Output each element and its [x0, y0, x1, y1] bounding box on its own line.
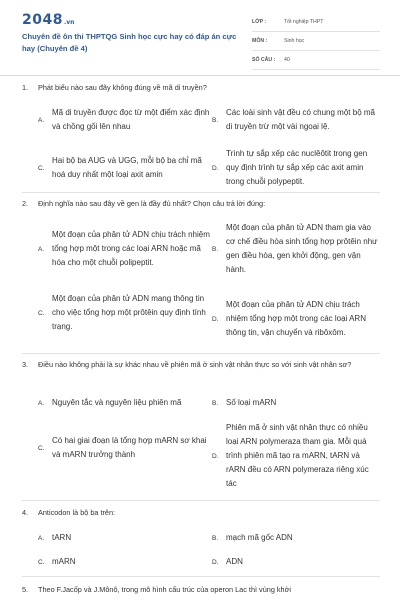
meta-label: SỐ CÂU : — [252, 57, 276, 63]
option-letter: D. — [212, 315, 219, 323]
option-letter: D. — [212, 452, 219, 460]
option-text: Trình tự sắp xếp các nuclêôtit trong gen quy định trình tự sắp xếp các axit amin trong chuỗi polypeptit. — [226, 149, 368, 186]
option-a[interactable] — [38, 529, 210, 547]
option-b[interactable] — [212, 529, 380, 547]
question-1 — [22, 82, 380, 94]
option-text: Mã di truyền được đọc từ một điểm xác định và chồng gối lên nhau — [52, 108, 210, 131]
option-text: Một đoạn của phân tử ADN chịu trách nhiệm tổng hợp một trong các loại ARN hoặc mã hóa cho một chuỗi polipeptit. — [52, 230, 210, 267]
option-letter: A. — [38, 116, 45, 124]
question-3 — [22, 359, 380, 371]
option-d[interactable] — [212, 142, 380, 194]
option-letter: C. — [38, 444, 45, 452]
question-separator — [22, 353, 380, 354]
option-letter: C. — [38, 164, 45, 172]
option-b[interactable] — [212, 101, 380, 139]
question-number: 3. — [22, 360, 29, 369]
question-number: 1. — [22, 83, 29, 92]
option-text: Các loài sinh vật đều có chung một bộ mã di truyền trừ một vài ngoại lệ. — [226, 108, 375, 131]
option-letter: D. — [212, 164, 219, 172]
logo-number: 2048 — [22, 12, 63, 28]
option-text: ADN — [226, 557, 243, 566]
option-text: tARN — [52, 533, 72, 542]
meta-label: LỚP : — [252, 19, 267, 25]
option-letter: A. — [38, 245, 45, 253]
option-text: Hai bộ ba AUG và UGG, mỗi bộ ba chỉ mã hoá duy nhất một loại axit amin — [52, 156, 202, 179]
option-c[interactable] — [38, 286, 210, 340]
option-letter: B. — [212, 116, 219, 124]
meta-row-subject — [252, 32, 380, 51]
option-text: Một đoạn của phân tử ADN chịu trách nhiệm tổng hợp một trong các loại ARN thông tin, vận chuyển và ribôxôm. — [226, 300, 366, 337]
question-number: 2. — [22, 199, 29, 208]
option-letter: A. — [38, 399, 45, 407]
meta-value: 40 — [284, 57, 290, 63]
meta-row-count — [252, 51, 380, 70]
option-a[interactable] — [38, 101, 210, 139]
option-letter: C. — [38, 309, 45, 317]
question-5 — [22, 584, 380, 596]
option-text: mạch mã gốc ADN — [226, 533, 293, 542]
option-d[interactable] — [212, 553, 380, 571]
option-text: Số loại mARN — [226, 398, 277, 407]
logo-suffix: .vn — [63, 19, 75, 26]
meta-value: Sinh học — [284, 38, 305, 44]
option-d[interactable] — [212, 286, 380, 352]
option-text: Một đoạn của phân tử ADN tham gia vào cơ chế điều hòa sinh tổng hợp prôtêin như gen điều hòa, gen khởi động, gen vận hành. — [226, 223, 378, 274]
document-header — [0, 0, 400, 72]
question-separator — [22, 192, 380, 193]
question-separator — [22, 576, 380, 577]
option-letter: B. — [212, 245, 219, 253]
question-separator — [22, 500, 380, 501]
option-text: mARN — [52, 557, 76, 566]
option-letter: D. — [212, 558, 219, 566]
question-text — [22, 359, 380, 371]
option-c[interactable] — [38, 428, 210, 468]
document-meta — [252, 13, 380, 70]
option-c[interactable] — [38, 553, 210, 571]
option-b[interactable] — [212, 216, 380, 282]
question-stem: Điều nào không phải là sự khác nhau về phiên mã ở sinh vật nhân thực so với sinh vật nhân sơ? — [38, 360, 352, 369]
option-text: Một đoạn của phân tử ADN mang thông tin cho việc tổng hợp một prôtêin quy định tính trạng. — [52, 294, 206, 331]
meta-value: Tốt nghiệp THPT — [284, 19, 324, 25]
question-4 — [22, 507, 380, 519]
option-c[interactable] — [38, 142, 210, 194]
option-letter: A. — [38, 534, 45, 542]
document-title: Chuyên đề ôn thi THPTQG Sinh học cực hay có đáp án cực hay (Chuyên đề 4) — [22, 32, 237, 53]
question-stem: Định nghĩa nào sau đây về gen là đầy đủ nhất? Chọn câu trả lời đúng: — [38, 199, 266, 208]
question-list — [0, 76, 400, 600]
option-letter: C. — [38, 558, 45, 566]
meta-row-grade — [252, 13, 380, 32]
question-2 — [22, 198, 380, 210]
question-text — [22, 584, 380, 596]
option-text: Có hai giai đoạn là tổng hợp mARN sơ khai và mARN trưởng thành — [52, 436, 207, 459]
question-text — [22, 82, 380, 94]
question-stem: Anticodon là bộ ba trên: — [38, 508, 116, 517]
meta-label: MÔN : — [252, 38, 268, 44]
option-a[interactable] — [38, 216, 210, 282]
question-number: 5. — [22, 585, 29, 594]
question-text — [22, 198, 380, 210]
site-logo[interactable] — [22, 12, 74, 28]
question-stem: Phát biểu nào sau đây không đúng về mã di truyền? — [38, 83, 207, 92]
question-stem: Theo F.Jacốp và J.Mônô, trong mô hình cấu trúc của operon Lac thì vùng khởi — [38, 585, 292, 594]
question-text — [22, 507, 380, 519]
option-d[interactable] — [212, 416, 380, 496]
option-text: Nguyên tắc và nguyên liệu phiên mã — [52, 398, 182, 407]
option-letter: B. — [212, 399, 219, 407]
option-letter: B. — [212, 534, 219, 542]
option-text: Phiên mã ở sinh vật nhân thực có nhiều loại ARN polymeraza tham gia. Mỗi quá trình phiên mã tạo ra mARN, tARN và rARN đều có ARN polymeraza riêng xúc tác — [226, 423, 369, 488]
question-number: 4. — [22, 508, 29, 517]
option-b[interactable] — [212, 393, 380, 413]
option-a[interactable] — [38, 393, 210, 413]
